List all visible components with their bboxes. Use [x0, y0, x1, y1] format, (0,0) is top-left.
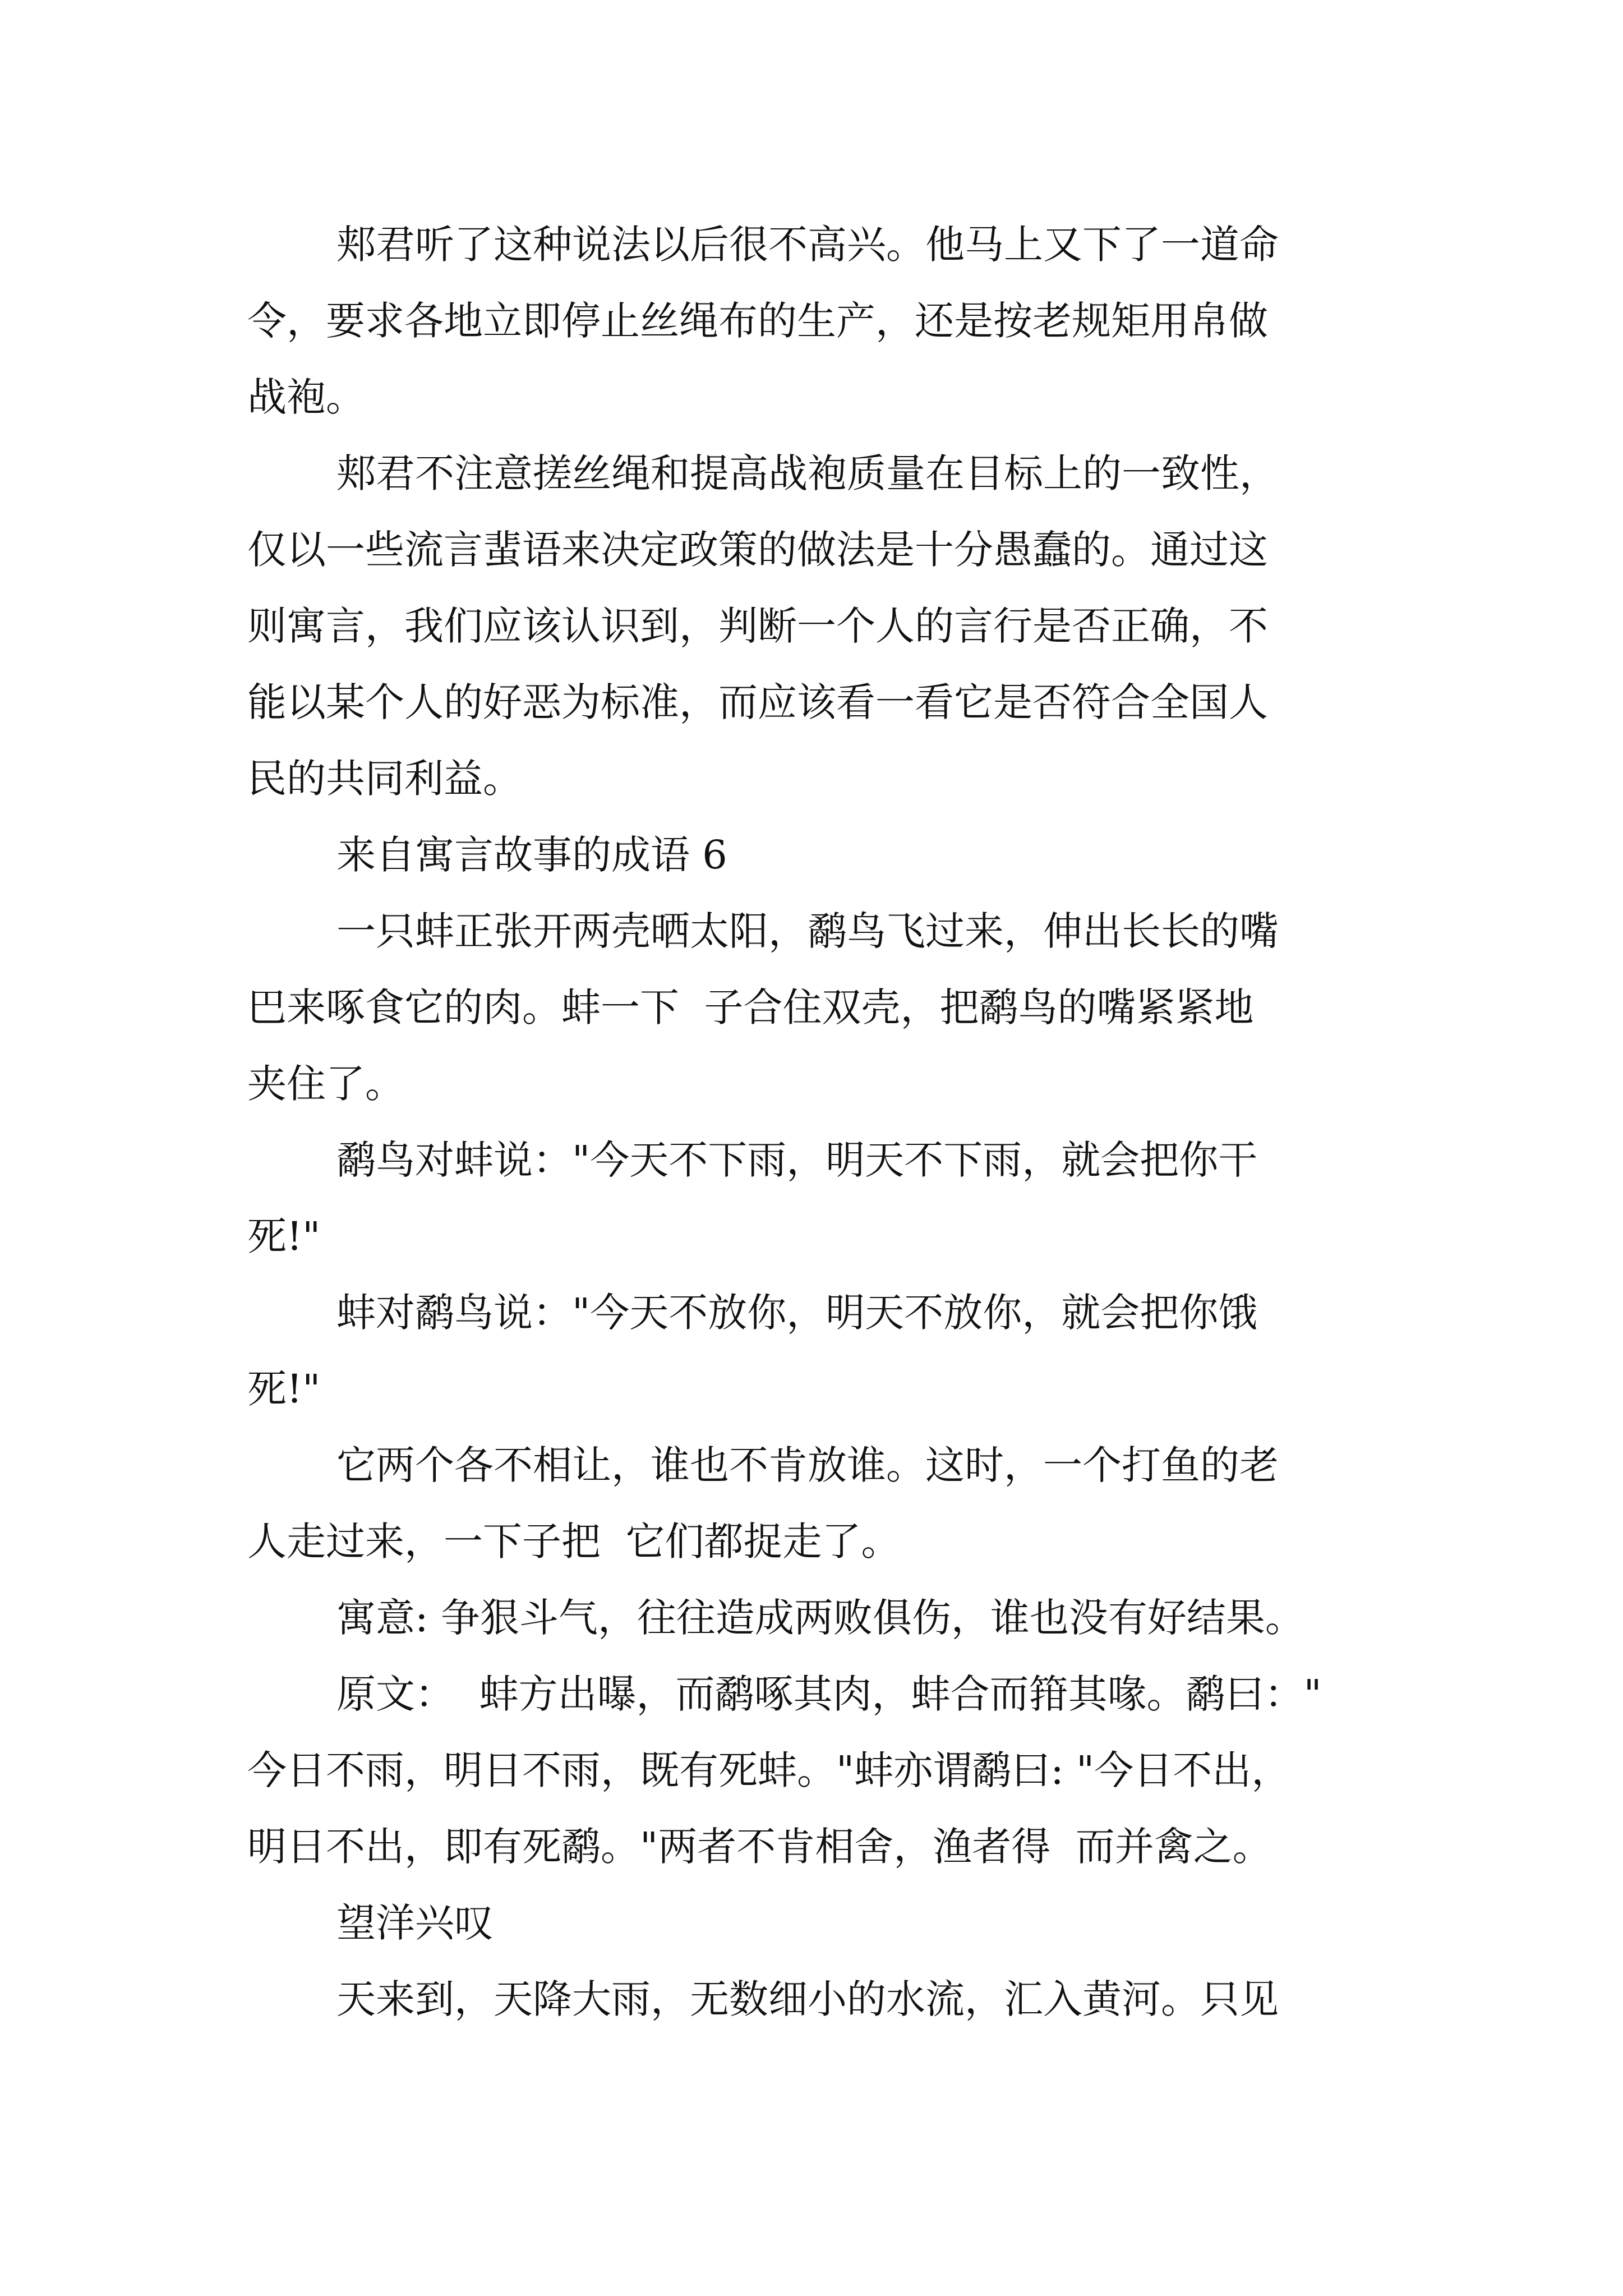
text-line: 今日不雨，明日不雨，既有死蚌。"蚌亦谓鹬曰: "今日不出， — [247, 1747, 1291, 1793]
text-line: 夹住了。 — [247, 1061, 404, 1107]
text-line: 战袍。 — [247, 374, 365, 420]
text-line: 郏君听了这种说法以后很不高兴。他马上又下了一道命 — [336, 222, 1279, 268]
section-heading: 望洋兴叹 — [336, 1900, 494, 1946]
text-line: 一只蚌正张开两壳晒太阳，鹬鸟飞过来，伸出长长的嘴 — [336, 908, 1279, 954]
text-line: 巴来啄食它的肉。蚌一下 子合住双壳，把鹬鸟的嘴紧紧地 — [247, 984, 1254, 1030]
text-line: 鹬鸟对蚌说："今天不下雨，明天不下雨，就会把你干 — [336, 1137, 1258, 1183]
text-line: 能以某个人的好恶为标准，而应该看一看它是否符合全国人 — [247, 679, 1268, 725]
text-line: 死!" — [247, 1366, 321, 1412]
text-line: 人走过来，一下子把 它们都捉走了。 — [247, 1519, 901, 1565]
text-line: 仅以一些流言蜚语来决定政策的做法是十分愚蠢的。通过这 — [247, 527, 1268, 573]
text-line: 令，要求各地立即停止丝绳布的生产，还是按老规矩用帛做 — [247, 298, 1268, 344]
text-line: 它两个各不相让，谁也不肯放谁。这时，一个打鱼的老 — [336, 1442, 1279, 1488]
section-heading: 来自寓言故事的成语 6 — [336, 832, 727, 878]
text-line: 民的共同利益。 — [247, 756, 522, 802]
text-line: 原文： 蚌方出曝，而鹬啄其肉，蚌合而箝其喙。鹬曰：" — [336, 1671, 1322, 1717]
text-line: 郏君不注意搓丝绳和提高战袍质量在目标上的一致性， — [336, 450, 1279, 496]
text-line: 则寓言，我们应该认识到，判断一个人的言行是否正确，不 — [247, 603, 1268, 649]
text-line: 明日不出，即有死鹬。"两者不肯相舍，渔者得 而并禽之。 — [247, 1824, 1272, 1870]
text-line: 寓意: 争狠斗气，往往造成两败俱伤，谁也没有好结果。 — [336, 1595, 1304, 1641]
text-line: 天来到，天降大雨，无数细小的水流，汇入黄河。只见 — [336, 1976, 1279, 2022]
text-line: 死!" — [247, 1213, 321, 1259]
text-line: 蚌对鹬鸟说："今天不放你，明天不放你，就会把你饿 — [336, 1290, 1258, 1336]
